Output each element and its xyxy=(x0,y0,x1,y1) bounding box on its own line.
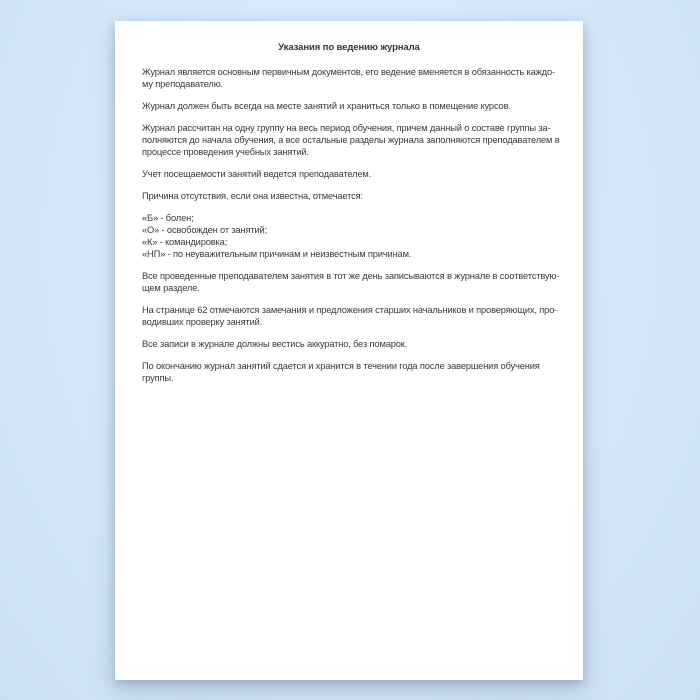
text-line: «О» - освобожден от занятий; xyxy=(142,225,268,235)
paragraph xyxy=(142,122,560,158)
document-page xyxy=(115,21,583,680)
text-line: «Б» - болен; xyxy=(142,213,194,223)
text-line: Журнал должен быть всегда на месте занятий и храниться только в помещение курсов. xyxy=(142,101,511,111)
text-line: На странице 62 отмечаются замечания и предложения старших начальников и проверяющих, про- xyxy=(142,305,558,315)
paragraph xyxy=(142,100,556,112)
text-line: Причина отсутствия, если она известна, отмечается: xyxy=(142,191,363,201)
paragraph xyxy=(142,338,556,350)
text-line: группы. xyxy=(142,373,174,383)
paragraph xyxy=(142,304,556,328)
paragraph xyxy=(142,190,556,202)
text-line: Журнал является основным первичным документов, его ведение вменяется в обязанность каждо- xyxy=(142,67,555,77)
paragraph xyxy=(142,360,556,384)
paragraph xyxy=(142,168,556,180)
text-line: «НП» - по неуважительным причинам и неизвестным причинам. xyxy=(142,249,412,259)
text-line: му преподавателю. xyxy=(142,79,223,89)
text-line: Учет посещаемости занятий ведется преподавателем. xyxy=(142,169,372,179)
text-line: процессе проведения учебных занятий. xyxy=(142,147,309,157)
text-line: щем разделе. xyxy=(142,283,200,293)
text-line: водивших проверку занятий. xyxy=(142,317,263,327)
absence-marks-list xyxy=(142,212,556,260)
paragraph xyxy=(142,66,556,90)
document-title: Указания по ведению журнала xyxy=(278,42,420,53)
text-line: Журнал рассчитан на одну группу на весь период обучения, причем данный о составе группы за- xyxy=(142,123,551,133)
text-line: Все проведенные преподавателем занятия в тот же день записываются в журнале в соответствую- xyxy=(142,271,560,281)
text-line: «К» - командировка; xyxy=(142,237,228,247)
paragraph xyxy=(142,270,560,294)
text-line: По окончанию журнал занятий сдается и хранится в течении года после завершения обучения xyxy=(142,361,540,371)
text-line: полняются до начала обучения, а все остальные разделы журнала заполняются преподавателем в xyxy=(142,135,560,145)
text-line: Все записи в журнале должны вестись аккуратно, без помарок. xyxy=(142,339,408,349)
